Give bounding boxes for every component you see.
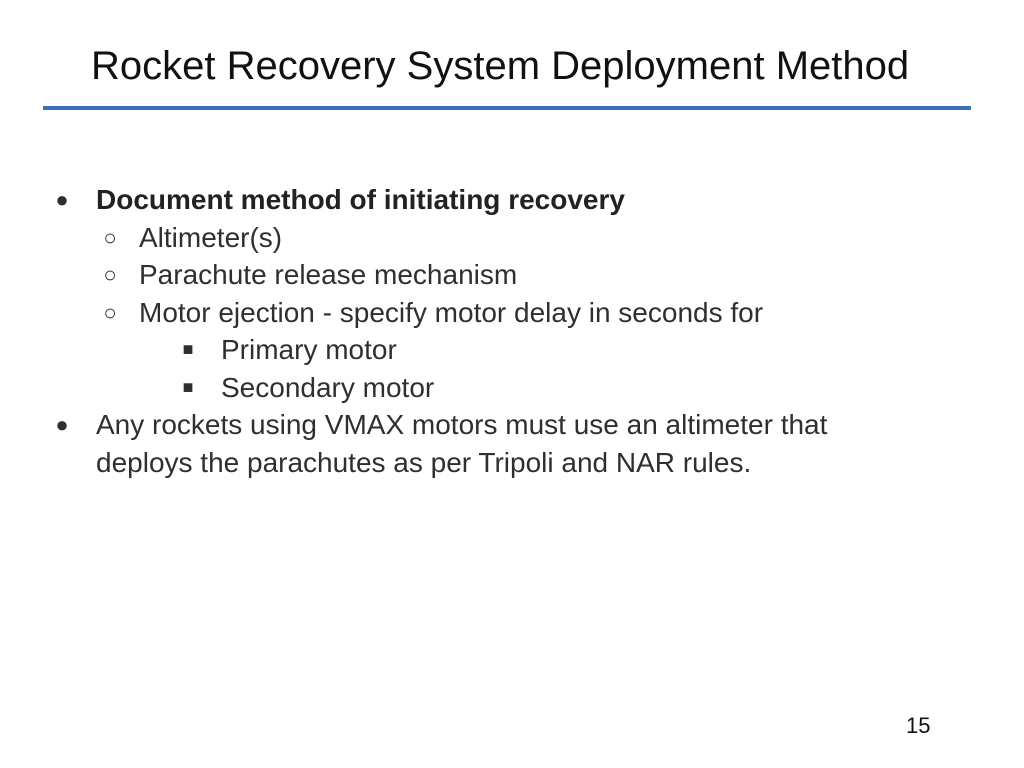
- bullet-text: Any rockets using VMAX motors must use an altimeter that: [96, 409, 828, 440]
- sub-bullet-text: Motor ejection - specify motor delay in seconds for: [139, 296, 764, 328]
- bullet-continuation: [0, 444, 1024, 482]
- sub-sub-bullet-marker: ■: [182, 376, 194, 397]
- sub-bullet-item: [0, 219, 1024, 257]
- bullet-marker: ●: [55, 187, 69, 212]
- bullet-list: [0, 181, 1024, 481]
- bullet-continuation-text: deploys the parachutes as per Tripoli and NAR rules.: [96, 446, 752, 478]
- sub-bullet-item: [0, 256, 1024, 294]
- slide-title: Rocket Recovery System Deployment Method: [91, 44, 910, 88]
- page-number: 15: [906, 713, 931, 738]
- bullet-text: Document method of initiating recovery: [96, 184, 625, 215]
- title-divider: [43, 106, 971, 110]
- sub-bullet-marker: ○: [103, 299, 117, 325]
- sub-sub-bullet-item: [0, 331, 1024, 369]
- sub-sub-bullet-text: Secondary motor: [221, 371, 435, 403]
- bullet-marker: ●: [55, 412, 69, 437]
- sub-bullet-text: Altimeter(s): [139, 221, 283, 253]
- bullet-item: [0, 181, 1024, 219]
- bullet-item: [0, 406, 1024, 444]
- sub-bullet-marker: ○: [103, 224, 117, 250]
- sub-bullet-item: [0, 294, 1024, 332]
- sub-sub-bullet-item: [0, 369, 1024, 407]
- sub-sub-bullet-text: Primary motor: [221, 334, 397, 365]
- sub-bullet-text: Parachute release mechanism: [139, 259, 518, 290]
- sub-sub-bullet-marker: ■: [182, 339, 194, 359]
- sub-bullet-marker: ○: [103, 262, 117, 287]
